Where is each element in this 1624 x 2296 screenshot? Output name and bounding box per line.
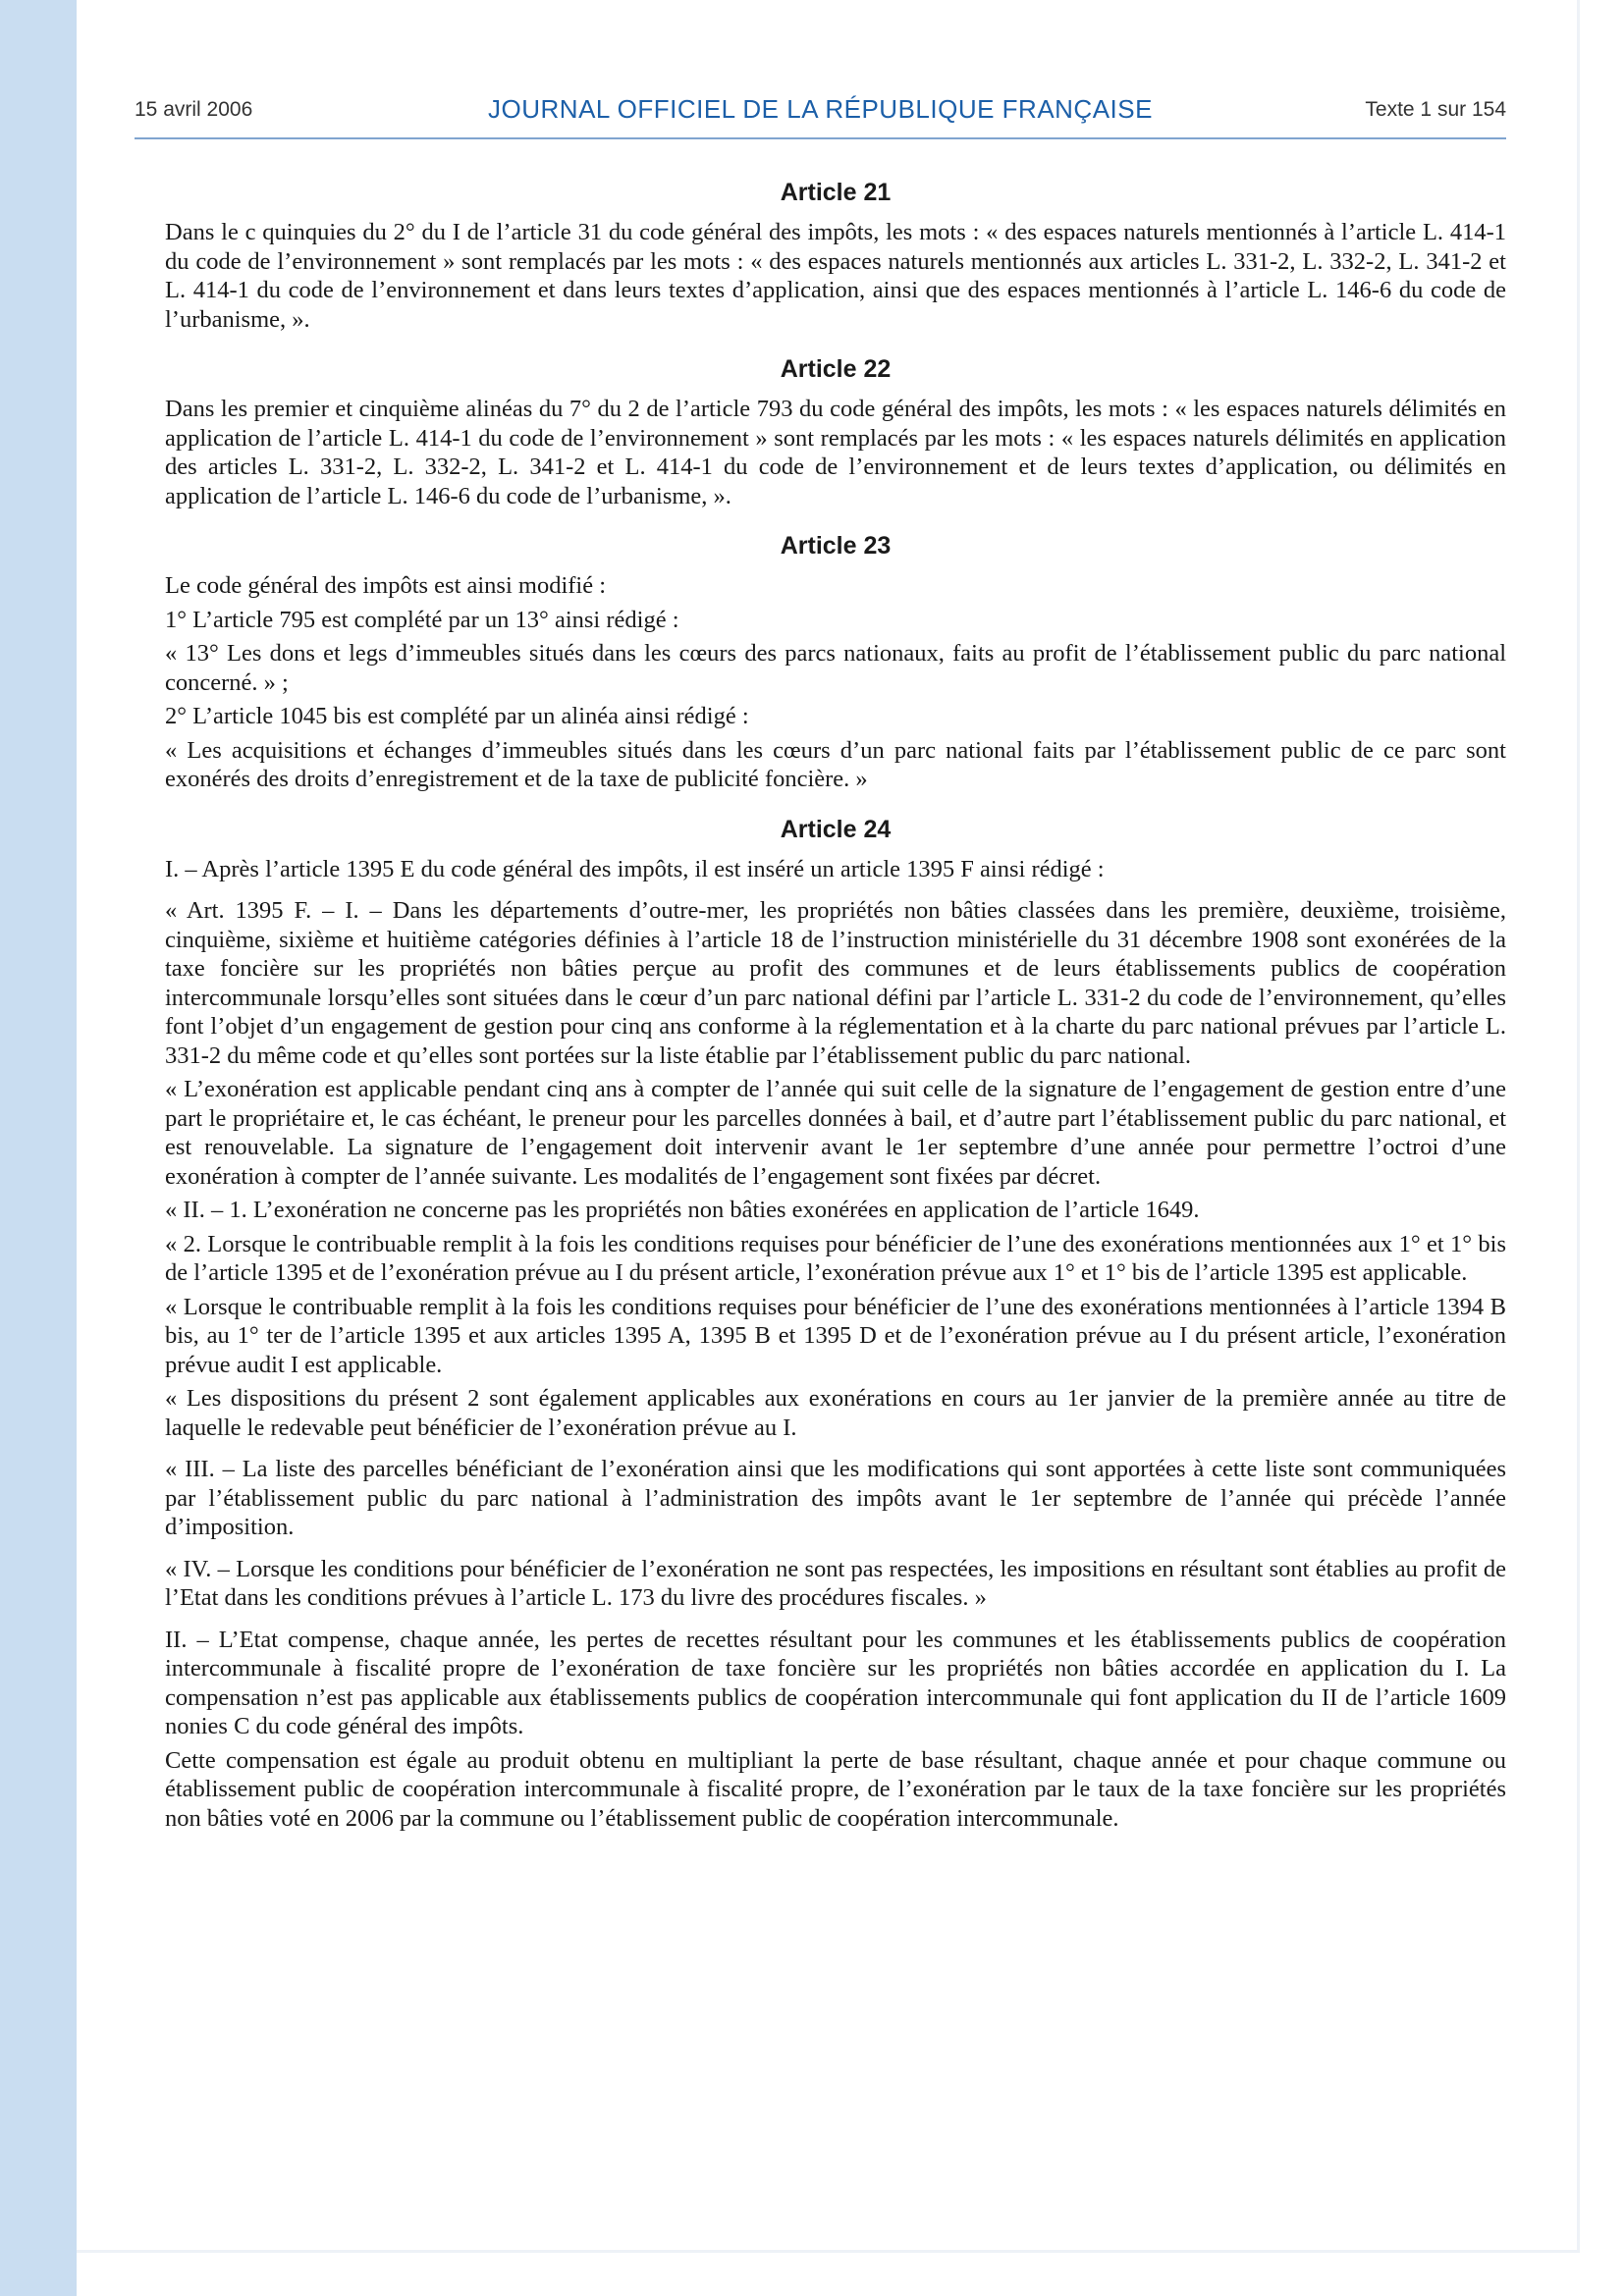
article-24-paragraph-6: « Lorsque le contribuable remplit à la fois les conditions requises pour bénéficier de l’une des exonérations mentionnées à l’article 1394 B bis, au 1° ter de l’article 1395 et aux articles 1395 A, 1395 B et 1395 D et de l’exonération prévue au I du présent article, l’exonération prévue audit I est applicable. [165,1293,1506,1378]
article-23-paragraph-5: « Les acquisitions et échanges d’immeubles situés dans les cœurs d’un parc national faits par l’établissement public de ce parc sont exonérés des droits d’enregistrement et de la taxe de publicité foncière. » [165,736,1506,792]
article-23-paragraph-4: 2° L’article 1045 bis est complété par un alinéa ainsi rédigé : [165,703,749,729]
document-body [165,177,1506,1838]
article-22-title: Article 22 [780,355,892,383]
page-header [135,94,1506,133]
article-24-title: Article 24 [780,815,892,843]
article-23-title: Article 23 [780,532,892,560]
article-23-paragraph-3: « 13° Les dons et legs d’immeubles situés dans les cœurs des parcs nationaux, faits au profit de l’établissement public du parc national concerné. » ; [165,640,1506,696]
left-margin-band [0,0,77,2296]
article-22-paragraph: Dans les premier et cinquième alinéas du 7° du 2 de l’article 793 du code général des impôts, les mots : « les espaces naturels délimités en application de l’article L. 414-1 du code de l’environnement » sont remplacés par les mots : « les espaces naturels délimités en application des articles L. 331-2, L. 332-2, L. 341-2 et L. 414-1 du code de l’environnement et de leurs textes d’application, ou délimités en application de l’article L. 146-6 du code de l’urbanisme, ». [165,396,1506,509]
header-divider [135,137,1506,139]
article-23-paragraph-2: 1° L’article 795 est complété par un 13° ainsi rédigé : [165,606,679,633]
article-24-paragraph-5: « 2. Lorsque le contribuable remplit à la fois les conditions requises pour bénéficier de l’une des exonérations mentionnées aux 1° et 1° bis de l’article 1395 et de l’exonération prévue au I du présent article, l’exonération prévue aux 1° et 1° bis de l’article 1395 est applicable. [165,1230,1506,1286]
article-24-paragraph-4: « II. – 1. L’exonération ne concerne pas les propriétés non bâties exonérées en application de l’article 1649. [165,1197,1200,1223]
article-24-paragraph-1: I. – Après l’article 1395 E du code général des impôts, il est inséré un article 1395 F ainsi rédigé : [165,855,1105,882]
article-24-paragraph-7: « Les dispositions du présent 2 sont également applicables aux exonérations en cours au 1er janvier de la première année au titre de laquelle le redevable peut bénéficier de l’exonération prévue au I. [165,1385,1506,1441]
publication-date: 15 avril 2006 [135,98,253,121]
journal-title: JOURNAL OFFICIEL DE LA RÉPUBLIQUE FRANÇAISE [488,94,1153,124]
article-24-paragraph-11: Cette compensation est égale au produit obtenu en multipliant la perte de base résultant, chaque année et pour chaque commune ou établissement public de coopération intercommunale à fiscalité propre, de l’exonération par le taux de la taxe foncière sur les propriétés non bâties voté en 2006 par la commune ou l’établissement public de coopération intercommunale. [165,1746,1506,1832]
article-24-paragraph-3: « L’exonération est applicable pendant cinq ans à compter de l’année qui suit celle de la signature de l’engagement de gestion entre d’une part le propriétaire et, le cas échéant, le preneur pour les parcelles données à bail, et d’autre part l’établissement public du parc national, et est renouvelable. La signature de l’engagement doit intervenir avant le 1er septembre d’une année pour permettre l’octroi d’une exonération à compter de l’année suivante. Les modalités de l’engagement sont fixées par décret. [165,1076,1506,1190]
article-24-paragraph-9: « IV. – Lorsque les conditions pour bénéficier de l’exonération ne sont pas respectées, les impositions en résultant sont établies au profit de l’Etat dans les conditions prévues à l’article L. 173 du livre des procédures fiscales. » [165,1555,1506,1611]
article-24-paragraph-8: « III. – La liste des parcelles bénéficiant de l’exonération ainsi que les modifications qui sont apportées à cette liste sont communiquées par l’établissement public du parc national à l’administration des impôts avant le 1er septembre de l’année qui précède l’année d’imposition. [165,1456,1506,1540]
article-21-paragraph: Dans le c quinquies du 2° du I de l’article 31 du code général des impôts, les mots : « des espaces naturels mentionnés à l’article L. 414-1 du code de l’environnement » sont remplacés par les mots : « des espaces naturels mentionnés aux articles L. 331-2, L. 332-2, L. 341-2 et L. 414-1 du code de l’environnement et dans leurs textes d’application, ainsi que des espaces mentionnés à l’article L. 146-6 du code de l’urbanisme, ». [165,219,1506,333]
article-24-paragraph-10: II. – L’Etat compense, chaque année, les pertes de recettes résultant pour les communes et les établissements publics de coopération intercommunale à fiscalité propre de l’exonération de taxe foncière sur les propriétés non bâties accordée en application du I. La compensation n’est pas applicable aux établissements publics de coopération intercommunale qui font application du II de l’article 1609 nonies C du code général des impôts. [165,1626,1506,1739]
article-23-paragraph-1: Le code général des impôts est ainsi modifié : [165,572,607,599]
article-24-paragraph-2: « Art. 1395 F. – I. – Dans les départements d’outre-mer, les propriétés non bâties classées dans les première, deuxième, troisième, cinquième, sixième et huitième catégories définies à l’article 18 de l’instruction ministérielle du 31 décembre 1908 sont exonérées de la taxe foncière sur les propriétés non bâties perçue au profit des communes et de leurs établissements publics de coopération intercommunale lorsqu’elles sont situées dans le cœur d’un parc national défini par l’article L. 331-2 du code de l’environnement, qu’elles font l’objet d’un engagement de gestion pour cinq ans conforme à la réglementation et à la charte du parc national prévues par l’article L. 331-2 du même code et qu’elles sont portées sur la liste établie par l’établissement public du parc national. [165,897,1506,1069]
text-reference: Texte 1 sur 154 [1365,98,1506,121]
article-21-title: Article 21 [780,179,892,206]
